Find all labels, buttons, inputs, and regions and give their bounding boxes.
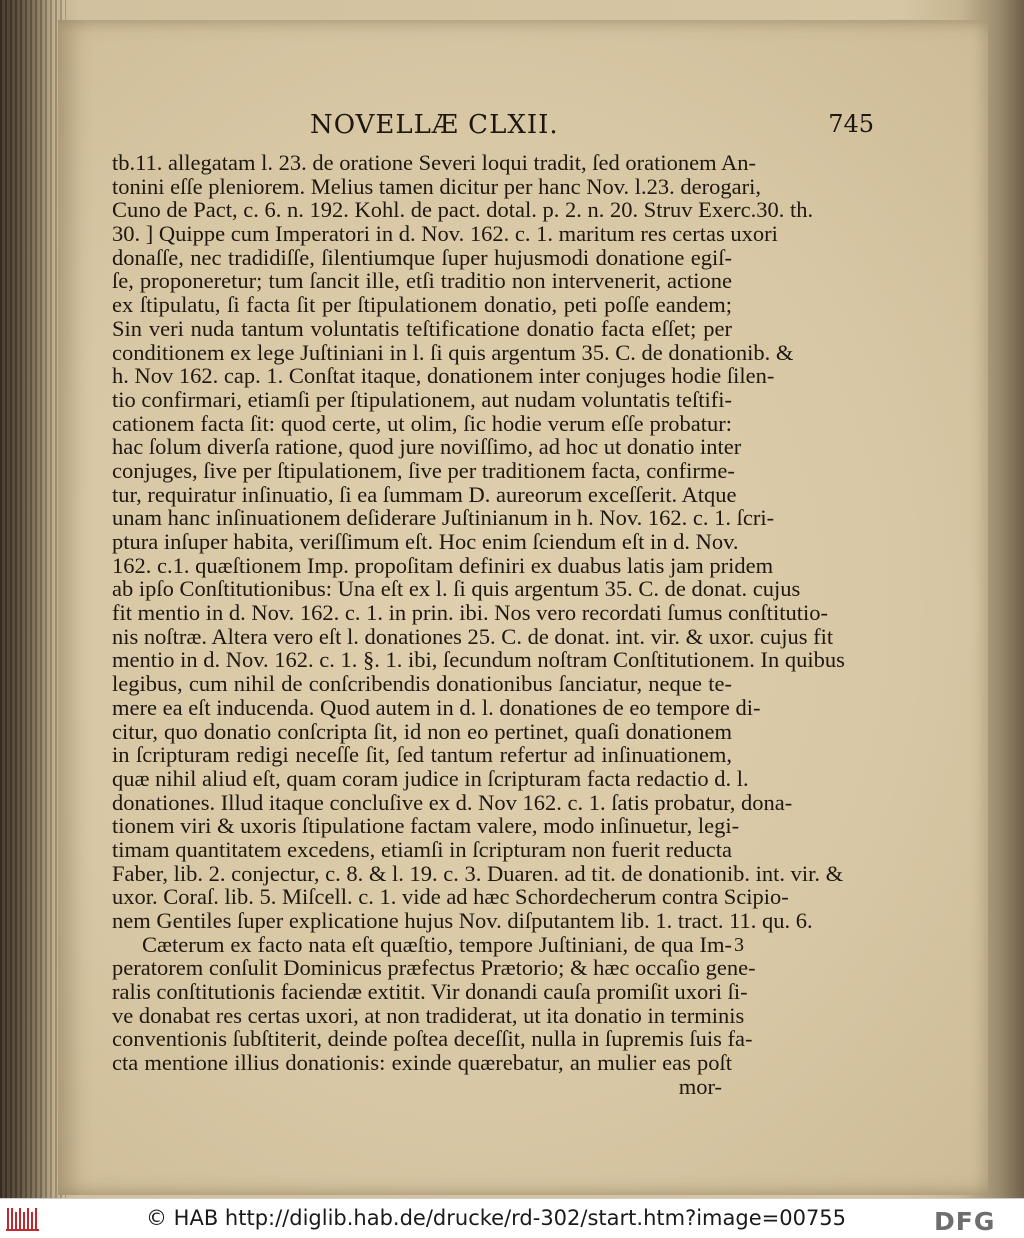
text-line: ptura inſuper habita, veriſſimum eſt. Hoc enim ſciendum eſt in d. Nov. (112, 529, 739, 554)
text-line: mentio in d. Nov. 162. c. 1. §. 1. ibi, ſecundum noſtram Conſtitutionem. In quibus (112, 647, 845, 673)
footer-bar (0, 1198, 1024, 1238)
text-line: ab ipſo Conſtitutionibus: Una eſt ex l. ſi quis argentum 35. C. de donat. cujus (112, 576, 801, 602)
dfg-logo-icon: DFG (934, 1207, 996, 1236)
running-head (100, 110, 874, 150)
text-line: fit mentio in d. Nov. 162. c. 1. in prin. ibi. Nos vero recordati ſumus conſtitutio- (112, 600, 828, 626)
text-line: quæ nihil aliud eſt, quam coram judice in ſcripturam facta redactio d. l. (112, 765, 749, 791)
text-line: hac ſolum diverſa ratione, quod jure noviſſimo, ad hoc ut donatio inter (112, 434, 742, 460)
text-line: in ſcripturam redigi neceſſe ſit, ſed tantum refertur ad inſinuationem, (112, 742, 732, 768)
footer-copyright-url[interactable]: © HAB http://diglib.hab.de/drucke/rd-302/start.htm?image=00755 (146, 1206, 847, 1230)
text-line: cationem facta ſit: quod certe, ut olim, ſic hodie verum eſſe probatur: (112, 410, 732, 436)
text-line: tur, requiratur inſinuatio, ſi ea ſummam D. aureorum exceſſerit. Atque (112, 481, 737, 507)
running-title: NOVELLÆ CLXII. (310, 110, 559, 140)
text-line: uxor. Coraſ. lib. 5. Miſcell. c. 1. vide ad hæc Schordecherum contra Scipio- (112, 884, 789, 910)
text-line: legibus, cum nihil de conſcribendis donationibus ſanciatur, neque te- (112, 671, 732, 697)
text-line: Sin veri nuda tantum voluntatis teſtificatione donatio facta eſſet; per (112, 315, 732, 341)
text-line: nem Gentiles ſuper explicatione hujus Nov. diſputantem lib. 1. tract. 11. qu. 6. (112, 908, 813, 933)
hab-logo-icon (6, 1205, 40, 1233)
text-line: conjuges, ſive per ſtipulationem, ſive per traditionem facta, confirme- (112, 457, 735, 483)
text-line: timam quantitatem excedens, etiamſi in ſcripturam non fuerit reducta (112, 836, 732, 862)
text-line: tb.11. allegatam l. 23. de oratione Severi loqui tradit, ſed orationem An- (112, 150, 756, 175)
catchword: mor- (678, 1073, 722, 1099)
text-line: unam hanc inſinuationem deſiderare Juſtinianum in h. Nov. 162. c. 1. ſcri- (112, 505, 775, 531)
text-line: donationes. Illud itaque concluſive ex d. Nov 162. c. 1. ſatis probatur, dona- (112, 789, 793, 815)
text-line: tonini eſſe pleniorem. Melius tamen dicitur per hanc Nov. l.23. derogari, (112, 173, 761, 199)
text-line: ve donabat res certas uxori, at non tradiderat, ut ita donatio in terminis (112, 1002, 745, 1028)
text-line: ex ſtipulatu, ſi facta ſit per ſtipulationem donatio, peti poſſe eandem; (112, 292, 732, 318)
text-line: Faber, lib. 2. conjectur, c. 8. & l. 19. c. 3. Duaren. ad tit. de donationib. int. vir. & (112, 860, 844, 886)
text-line: conditionem ex lege Juſtiniani in l. ſi quis argentum 35. C. de donationib. & (112, 339, 794, 365)
margin-mark: 3 (734, 934, 744, 956)
text-line: conventionis ſubſtiterit, deinde poſtea deceſſit, nulla in ſupremis ſuis fa- (112, 1026, 753, 1052)
text-line: h. Nov 162. cap. 1. Conſtat itaque, donationem inter conjuges hodie ſilen- (112, 363, 775, 389)
text-line: cta mentione illius donationis: exinde quærebatur, an mulier eas poſt (112, 1050, 732, 1076)
text-line: donaſſe, nec tradidiſſe, ſilentiumque ſuper hujusmodi donatione egiſ- (112, 244, 732, 270)
text-line: 30. ] Quippe cum Imperatori in d. Nov. 162. c. 1. maritum res certas uxori (112, 221, 778, 247)
text-line: 162. c.1. quæſtionem Imp. propoſitam definiri ex duabus latis jam pridem (112, 552, 774, 578)
text-line: Cuno de Pact, c. 6. n. 192. Kohl. de pact. dotal. p. 2. n. 20. Struv Exerc.30. th. (112, 197, 814, 223)
page-number: 745 (828, 110, 874, 138)
text-line: mere ea eſt inducenda. Quod autem in d. l. donationes de eo tempore di- (112, 694, 761, 720)
text-block (112, 150, 845, 1099)
text-line: tio confirmari, etiamſi per ſtipulationem, aut nudam voluntatis teſtifi- (112, 386, 732, 412)
text-line: nis noſtræ. Altera vero eſt l. donationes 25. C. de donat. int. vir. & uxor. cujus fit (112, 623, 834, 649)
text-line: tionem viri & uxoris ſtipulatione factam valere, modo inſinuetur, legi- (112, 813, 740, 839)
text-line: citur, quo donatio conſcripta ſit, id non eo pertinet, quaſi donationem (112, 718, 732, 744)
book-page-edges (0, 0, 66, 1198)
text-line: ralis conſtitutionis faciendæ extitit. Vir donandi cauſa promiſit uxori ſi- (112, 979, 748, 1005)
text-line: ſe, proponeretur; tum ſancit ille, etſi traditio non intervenerit, actione (112, 268, 732, 294)
paragraph-first-line: Cæterum ex facto nata eſt quæſtio, tempore Juſtiniani, de qua Im- (142, 931, 732, 957)
text-line: peratorem conſulit Dominicus præfectus Prætorio; & hæc occaſio gene- (112, 955, 756, 981)
